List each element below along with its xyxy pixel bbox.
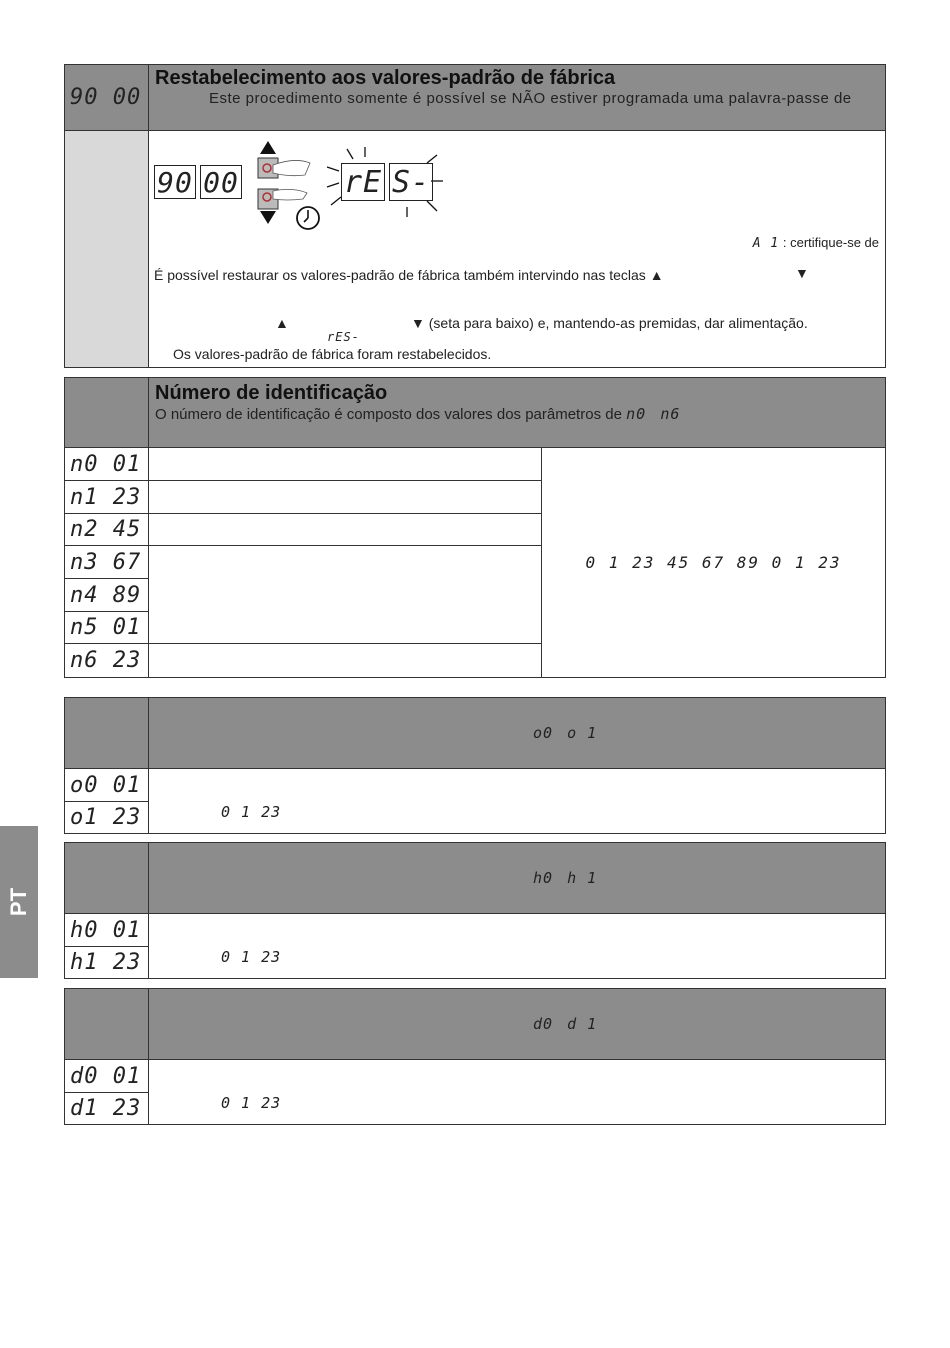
section-title: Restabelecimento aos valores-padrão de fábrica xyxy=(155,67,616,89)
identification-section xyxy=(64,377,886,678)
restore-keys-line: É possível restaurar os valores-padrão de fábrica também intervindo nas teclas ▲ xyxy=(154,267,664,283)
empty-code-cell xyxy=(65,698,149,768)
down-arrow-icon xyxy=(260,211,276,224)
o-params-section xyxy=(64,697,886,834)
up-arrow-icon xyxy=(260,141,276,154)
param-h0: h0 01 xyxy=(65,914,148,947)
lcd-digit-left-a: 90 xyxy=(154,165,196,199)
param-n3: n3 67 xyxy=(65,546,148,579)
header-code-b: d 1 xyxy=(567,1015,598,1033)
param-n4: n4 89 xyxy=(65,579,148,612)
parameter-code: 90 00 xyxy=(70,85,142,110)
lcd-digit-right-b: S- xyxy=(389,163,433,201)
descriptions-column xyxy=(149,448,542,677)
param-n1: n1 23 xyxy=(65,481,148,514)
header-code-a: h0 xyxy=(533,869,554,887)
param-n0: n0 01 xyxy=(65,448,148,481)
subtitle-text: O número de identificação é composto dos valores dos parâmetros de xyxy=(155,406,622,423)
param-value: 0 1 23 xyxy=(221,1094,282,1112)
language-tab xyxy=(0,826,38,978)
empty-code-cell xyxy=(65,843,149,913)
param-d1: d1 23 xyxy=(70,1096,142,1121)
section-subtitle: Este procedimento somente é possível se NÃO estiver programada uma palavra-passe de xyxy=(209,90,852,107)
param-start-code: n0 xyxy=(626,405,647,423)
empty-code-cell xyxy=(65,989,149,1059)
finger-icon xyxy=(273,160,310,175)
param-n6: n6 23 xyxy=(70,647,142,673)
param-value: 0 1 23 xyxy=(221,948,282,966)
header-code-a: o0 xyxy=(533,724,554,742)
down-arrow-glyph: ▼ xyxy=(795,265,809,281)
header-code-b: h 1 xyxy=(567,869,598,887)
lcd-digit-left-b: 00 xyxy=(200,165,242,199)
header-code-b: o 1 xyxy=(567,724,598,742)
param-n5: n5 01 xyxy=(65,612,148,644)
parameter-code-cell xyxy=(65,65,149,130)
header-code-a: d0 xyxy=(533,1015,554,1033)
power-on-line: ▼ (seta para baixo) e, mantendo-as premidas, dar alimentação. xyxy=(411,315,808,331)
keypad-press-illustration xyxy=(255,139,335,233)
lcd-digit-right-a: rE xyxy=(341,163,385,201)
param-h1: h1 23 xyxy=(70,950,142,975)
param-end-code: n6 xyxy=(660,405,681,423)
param-n2: n2 45 xyxy=(65,514,148,546)
section-title: Número de identificação xyxy=(155,382,388,404)
param-o1: o1 23 xyxy=(70,805,142,830)
empty-code-cell xyxy=(65,131,149,367)
reset-procedure xyxy=(149,131,885,367)
d-params-section xyxy=(64,988,886,1125)
section-subtitle xyxy=(155,405,879,423)
res-code: rES- xyxy=(327,330,360,344)
note-text: : certifique-se de xyxy=(782,235,879,250)
note-line xyxy=(753,235,879,251)
param-o0: o0 01 xyxy=(65,769,148,802)
h-params-section xyxy=(64,842,886,979)
up-arrow-glyph: ▲ xyxy=(275,315,289,331)
identification-example: 0 1 23 45 67 89 0 1 23 xyxy=(585,553,842,572)
factory-reset-header xyxy=(65,65,885,131)
param-d0: d0 01 xyxy=(65,1060,148,1093)
note-code: A 1 xyxy=(752,236,780,251)
factory-reset-section xyxy=(64,64,886,368)
language-tab-label: PT xyxy=(6,887,31,917)
param-value: 0 1 23 xyxy=(221,803,282,821)
empty-code-cell xyxy=(65,378,149,447)
restored-message: Os valores-padrão de fábrica foram restabelecidos. xyxy=(173,346,492,362)
